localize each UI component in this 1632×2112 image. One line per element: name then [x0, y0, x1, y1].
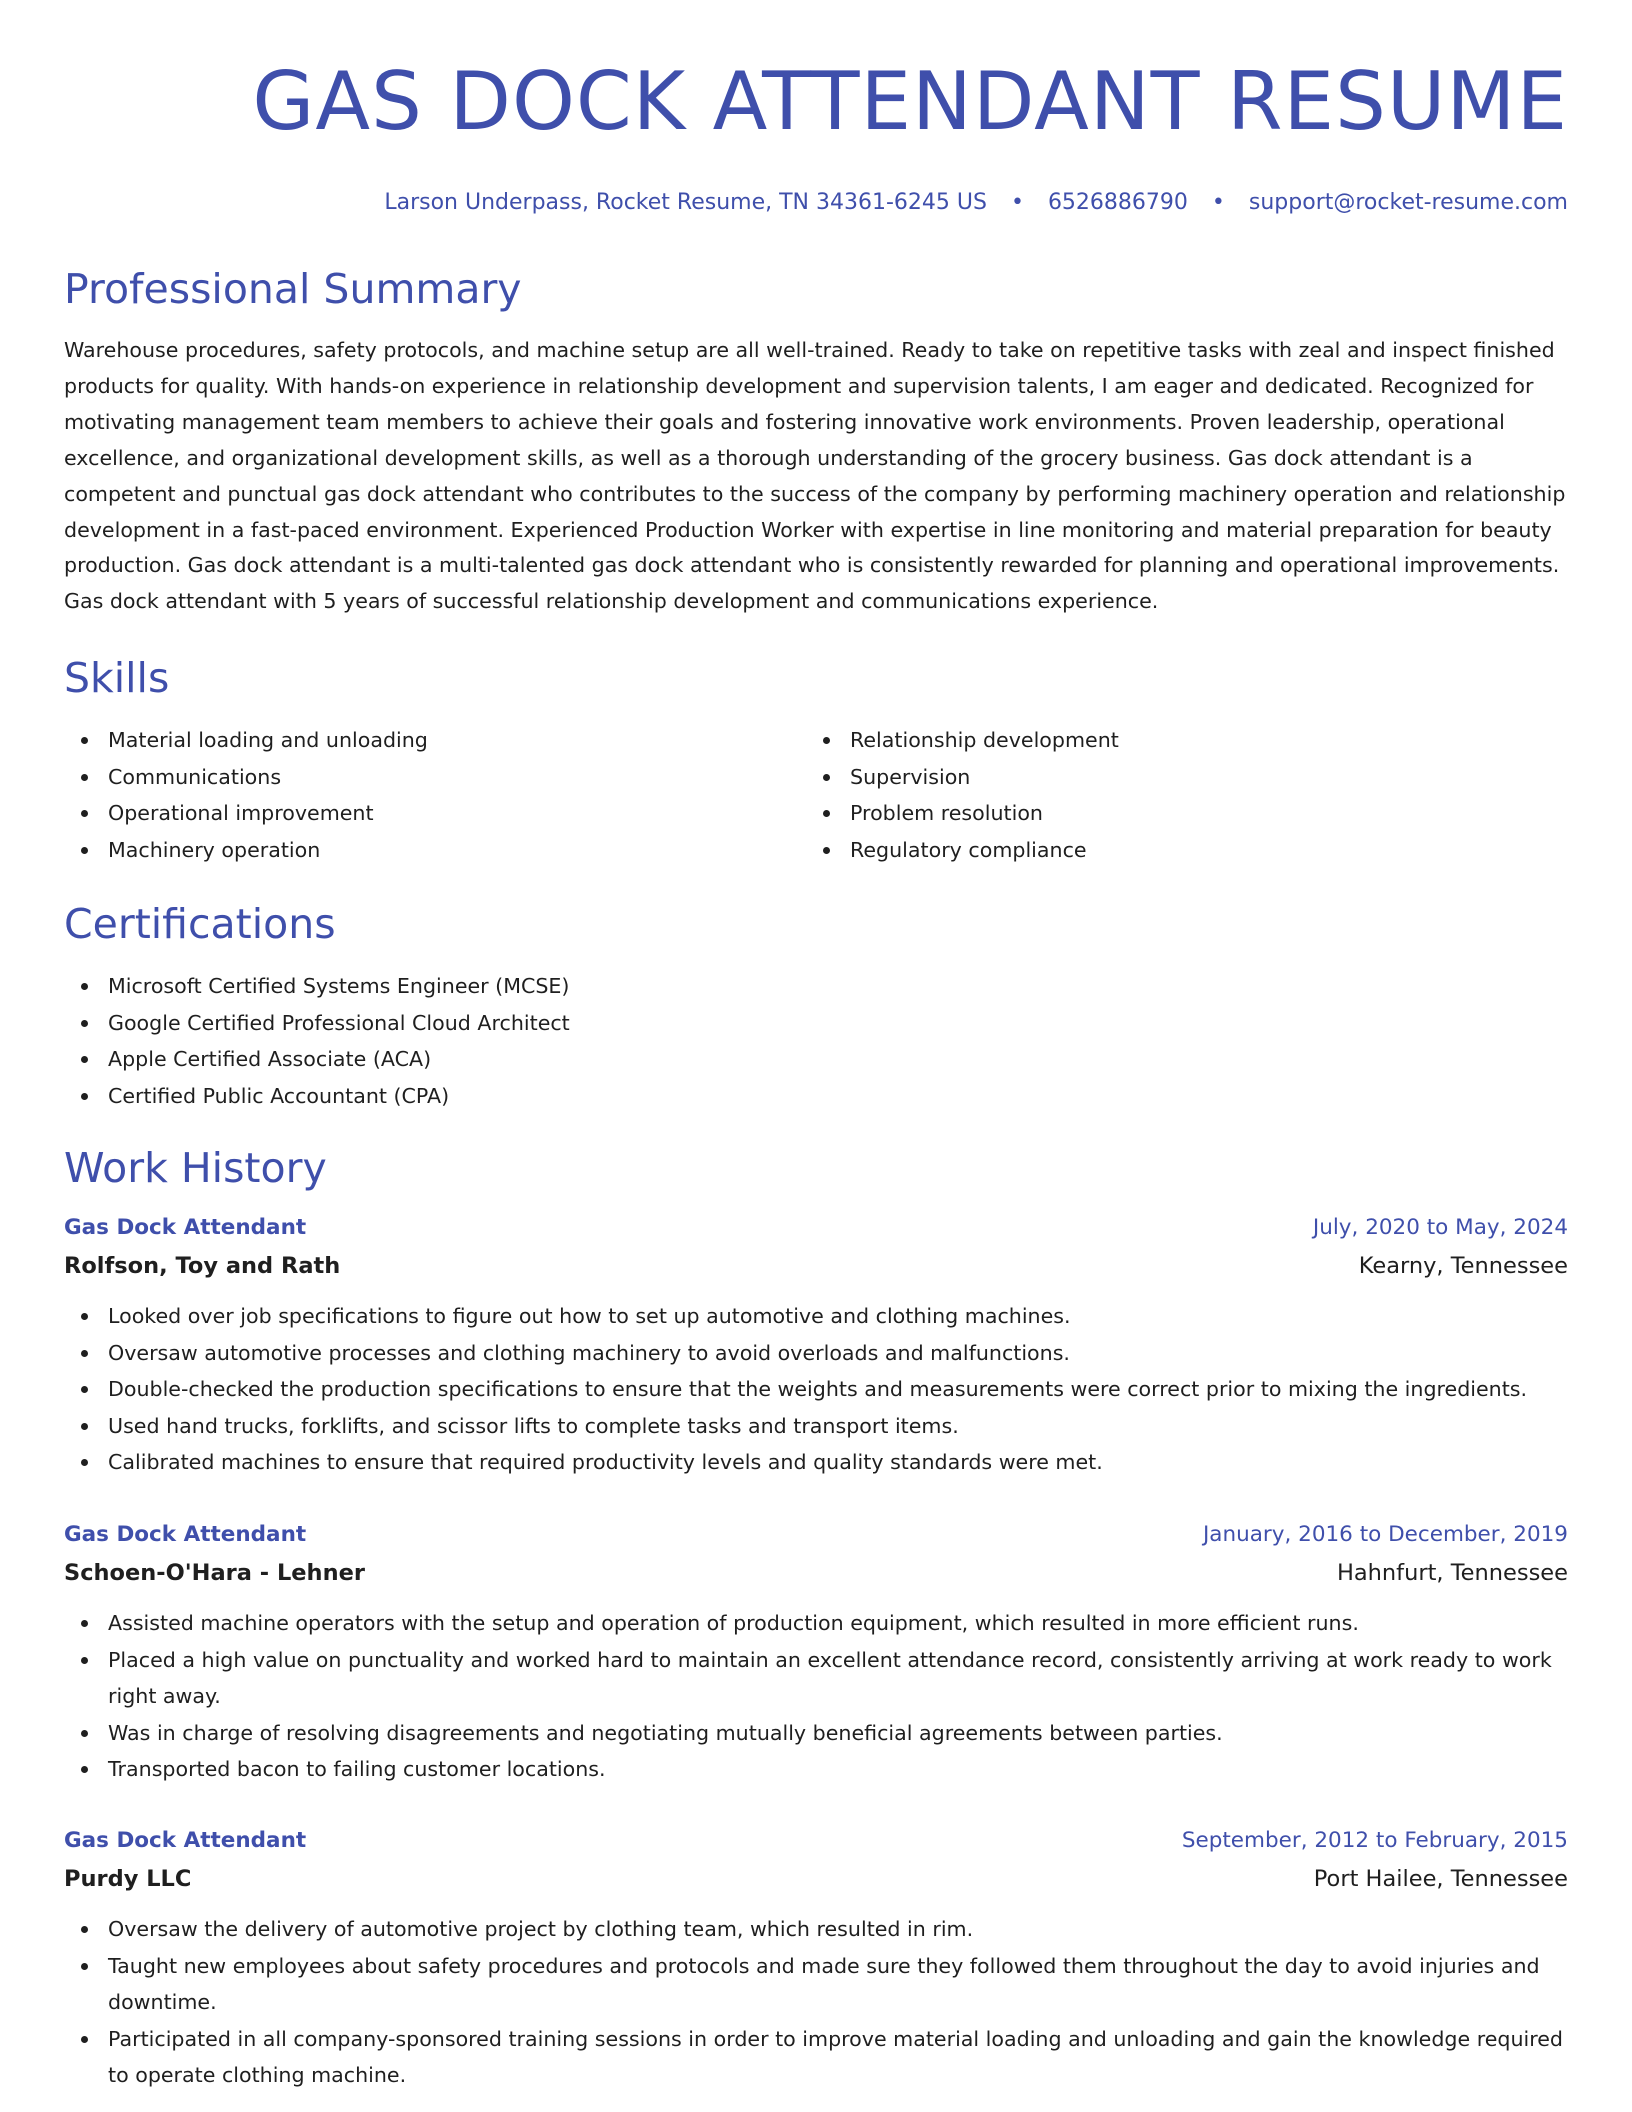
contact-email[interactable]: support@rocket-resume.com — [1248, 190, 1568, 215]
skills-column-right — [806, 722, 1548, 868]
job-location: Hahnfurt, Tennessee — [1336, 1560, 1568, 1586]
resume-title: GAS DOCK ATTENDANT RESUME — [252, 55, 1568, 148]
job-title-row — [64, 1823, 1568, 1859]
job-entry — [64, 1517, 1568, 1788]
job-dates: July, 2020 to May, 2024 — [1312, 1215, 1568, 1240]
certification-item: Certified Public Accountant (CPA) — [64, 1078, 1568, 1115]
skill-item: Regulatory compliance — [806, 832, 1548, 869]
job-duty-item: Oversaw automotive processes and clothing machinery to avoid overloads and malfunctions. — [64, 1335, 1568, 1372]
contact-phone: 6526886790 — [1047, 190, 1188, 215]
job-duty-item: Participated in all company-sponsored training sessions in order to improve material loading and unloading and gain the knowledge required to operate clothing machine. — [64, 2021, 1568, 2094]
job-company: Schoen-O'Hara - Lehner — [64, 1560, 365, 1586]
job-title-row — [64, 1210, 1568, 1246]
certifications-section — [64, 896, 1568, 1114]
job-duty-item: Double-checked the production specifications to ensure that the weights and measurements were correct prior to mixing the ingredients. — [64, 1371, 1568, 1408]
skill-item: Machinery operation — [64, 832, 806, 869]
skills-list-left — [64, 722, 806, 868]
job-title: Gas Dock Attendant — [64, 1215, 307, 1240]
job-title: Gas Dock Attendant — [64, 1522, 307, 1547]
work-history-section — [64, 1140, 1568, 2087]
professional-summary-section — [64, 261, 1568, 620]
contact-address: Larson Underpass, Rocket Resume, TN 34361-6245 US — [384, 190, 987, 215]
skill-item: Problem resolution — [806, 795, 1548, 832]
job-company: Purdy LLC — [64, 1866, 192, 1892]
job-company-row — [64, 1246, 1568, 1286]
job-duties-list — [64, 1298, 1568, 1481]
job-duty-item: Transported bacon to failing customer locations. — [64, 1751, 1568, 1788]
job-location: Port Hailee, Tennessee — [1313, 1866, 1568, 1892]
certifications-list — [64, 968, 1568, 1114]
resume-page — [64, 0, 1568, 2087]
job-company: Rolfson, Toy and Rath — [64, 1253, 341, 1279]
section-heading-certifications: Certifications — [64, 900, 336, 948]
job-duties-list — [64, 1911, 1568, 2094]
contact-info — [64, 188, 1568, 218]
job-duty-item: Placed a high value on punctuality and worked hard to maintain an excellent attendance record, consistently arriving at work ready to work right away. — [64, 1642, 1568, 1715]
job-entry — [64, 1823, 1568, 2094]
certification-item: Apple Certified Associate (ACA) — [64, 1041, 1568, 1078]
job-title: Gas Dock Attendant — [64, 1828, 307, 1853]
job-duty-item: Calibrated machines to ensure that required productivity levels and quality standards were met. — [64, 1444, 1568, 1481]
job-duty-item: Taught new employees about safety procedures and protocols and made sure they followed them throughout the day to avoid injuries and downtime. — [64, 1948, 1568, 2021]
skills-column-left — [64, 722, 806, 868]
section-heading-summary: Professional Summary — [64, 265, 522, 313]
job-duty-item: Assisted machine operators with the setup and operation of production equipment, which resulted in more efficient runs. — [64, 1605, 1568, 1642]
skills-list-right — [806, 722, 1548, 868]
skill-item: Communications — [64, 759, 806, 796]
summary-text: Warehouse procedures, safety protocols, and machine setup are all well-trained. Ready to take on repetitive tasks with zeal and inspect finished products for quality. With hands-on experience in relationship development and supervision talents, I am eager and dedicated. Recognized for motivating management team members to achieve their goals and fostering innovative work environments. Proven leadership, operational excellence, and organizational development skills, as well as a thorough understanding of the grocery business. Gas dock attendant is a competent and punctual gas dock attendant who contributes to the success of the company by performing machinery operation and relationship development in a fast-paced environment. Experienced Production Worker with expertise in line monitoring and material preparation for beauty production. Gas dock attendant is a multi-talented gas dock attendant who is consistently rewarded for planning and operational improvements. Gas dock attendant with 5 years of successful relationship development and communications experience. — [64, 338, 1566, 614]
skills-grid — [64, 722, 1568, 868]
job-duty-item: Oversaw the delivery of automotive project by clothing team, which resulted in rim. — [64, 1911, 1568, 1948]
certification-item: Google Certified Professional Cloud Architect — [64, 1005, 1568, 1042]
job-duty-item: Was in charge of resolving disagreements and negotiating mutually beneficial agreements between parties. — [64, 1715, 1568, 1752]
certification-item: Microsoft Certified Systems Engineer (MCSE) — [64, 968, 1568, 1005]
skill-item: Operational improvement — [64, 795, 806, 832]
job-company-row — [64, 1553, 1568, 1593]
contact-separator: • — [1010, 190, 1024, 215]
job-dates: September, 2012 to February, 2015 — [1181, 1828, 1568, 1853]
skill-item: Supervision — [806, 759, 1548, 796]
contact-separator: • — [1211, 190, 1225, 215]
section-heading-work-history: Work History — [64, 1144, 327, 1192]
job-title-row — [64, 1517, 1568, 1553]
skill-item: Material loading and unloading — [64, 722, 806, 759]
job-duties-list — [64, 1605, 1568, 1788]
job-dates: January, 2016 to December, 2019 — [1202, 1522, 1568, 1547]
job-duty-item: Looked over job specifications to figure out how to set up automotive and clothing machines. — [64, 1298, 1568, 1335]
job-duty-item: Used hand trucks, forklifts, and scissor lifts to complete tasks and transport items. — [64, 1408, 1568, 1445]
section-heading-skills: Skills — [64, 654, 170, 702]
job-entry — [64, 1210, 1568, 1481]
job-location: Kearny, Tennessee — [1358, 1253, 1568, 1279]
skill-item: Relationship development — [806, 722, 1548, 759]
job-company-row — [64, 1859, 1568, 1899]
skills-section — [64, 650, 1568, 868]
